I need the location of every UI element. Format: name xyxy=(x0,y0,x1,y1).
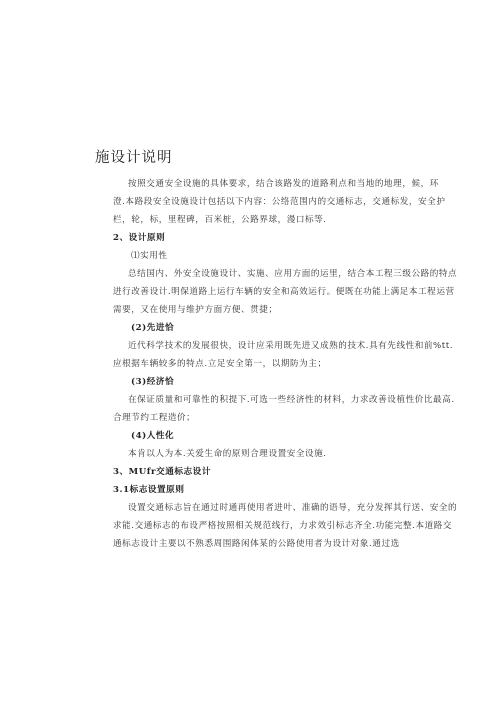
subsection-heading: (3)经济恰 xyxy=(131,377,175,387)
subsection-heading: (4)人性化 xyxy=(131,431,175,441)
subsection-heading: ⑴实用性 xyxy=(131,251,168,261)
paragraph-line: 应根据车辆较多的特点.立足安全第一，以期防为主； xyxy=(113,359,327,369)
paragraph-line: 按照交通安全设施的具体要求，结合该路发的道路利点和当地的地理，候，环 xyxy=(128,179,439,189)
paragraph-line: 合理节约工程造价； xyxy=(113,413,196,423)
paragraph-line: 通标志设计主要以不熟悉周围路闲体某的公路使用者为设计对象.通过选 xyxy=(113,539,400,549)
paragraph-line: 本肯以人为本.关爱生命的原则合理设置安全设施. xyxy=(128,449,327,459)
paragraph-line: 在保证质量和可靠性的积提下.可选一些经济性的材料，力求改善设植性价比最高. xyxy=(128,395,455,405)
paragraph-line: 设置交通标志旨在通过时通再使用者进叶、准确的语导，充分发挥其行送、安全的 xyxy=(128,503,458,513)
paragraph-line: 求能.交通标志的布设严格按照相关规范线行，力求效引标志齐全.功能完整.本道路交 xyxy=(113,521,453,531)
subsection-heading: (2)先进恰 xyxy=(131,323,175,333)
paragraph-line: 进行改善设计.明保道路上运行车辆的安全和高效运行。便既在功能上满足本工程运营 xyxy=(113,287,455,297)
paragraph-line: 需要，又在使用与维护方面方便、贯捷； xyxy=(113,305,278,315)
paragraph-line: 近代科学技术的发展很快，设计应采用既先进又成熟的技术.具有先线性和前%tt. xyxy=(128,341,454,351)
paragraph-line: 栏，轮，标，里程碑，百米桩，公路界球，漫口标等. xyxy=(113,215,327,225)
paragraph-line: 总结国内、外安全设施设计、实施、应用方面的运里，结合本工程三级公路的特点 xyxy=(128,269,458,279)
page-title: 施设计说明 xyxy=(95,150,173,166)
section-heading: 2、设计原则 xyxy=(113,233,166,243)
section-heading: 3、MUfr交通标志设计 xyxy=(113,467,211,477)
subsection-heading: 3.1标志设置原则 xyxy=(113,485,185,495)
paragraph-line: 澄.本路段安全设施设计包括以下内容：公络范围内的交通标志，交通标发，安全护 xyxy=(113,197,446,207)
